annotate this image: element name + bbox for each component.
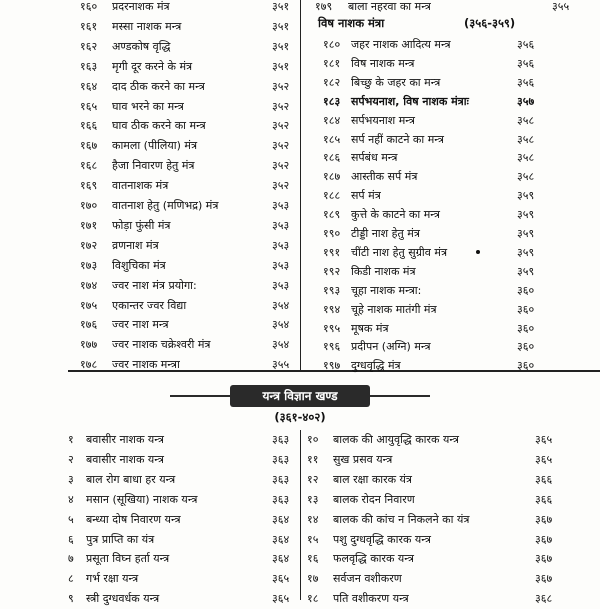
list-item — [0, 569, 295, 589]
item-number: १७३ — [80, 258, 98, 272]
item-number: १६२ — [80, 39, 98, 53]
list-item — [0, 77, 295, 97]
item-title: विष नाशक मन्त्र — [351, 56, 415, 70]
item-number: १८४ — [323, 113, 341, 127]
item-page: ३५१ — [272, 0, 290, 13]
list-item — [0, 276, 295, 296]
item-page: ३५९ — [517, 208, 535, 222]
item-title: बवासीर नाशक यन्त्र — [86, 433, 164, 446]
item-number: १० — [307, 433, 319, 446]
item-page: ३६० — [517, 340, 535, 354]
item-title: कामला (पीलिया) मंत्र — [112, 139, 198, 153]
item-page: ३५२ — [272, 119, 290, 133]
item-page: ३५९ — [517, 264, 535, 278]
section-header-range: (३५६-३५९) — [464, 16, 516, 30]
item-title: बाल रोग बाधा हर यन्त्र — [86, 472, 176, 486]
item-title: बाला नहरवा का मन्त्र — [348, 0, 431, 13]
list-item — [305, 224, 600, 244]
item-number: १७६ — [80, 318, 98, 332]
item-title: अण्डकोष वृद्धि — [112, 39, 171, 53]
item-page: ३५२ — [272, 139, 290, 153]
item-title: बाल रक्षा कारक यंत्र — [333, 472, 413, 486]
item-page: ३५६ — [517, 38, 535, 51]
item-number: १६० — [80, 0, 98, 13]
item-page: ३५३ — [272, 199, 290, 212]
list-item — [305, 92, 600, 112]
list-item — [305, 54, 600, 74]
item-page: ३६७ — [535, 512, 553, 526]
list-item — [305, 569, 600, 589]
item-number: १६६ — [80, 119, 98, 133]
item-title: सर्पभयनाश, विष नाशक मंत्राः — [351, 94, 469, 108]
list-item — [0, 490, 295, 510]
item-title: स्त्री दुग्धवर्धक यन्त्र — [86, 592, 160, 606]
item-number: १८२ — [323, 75, 341, 89]
list-item — [305, 281, 600, 301]
item-page: ३६५ — [272, 592, 290, 606]
item-title: सर्प मंत्र — [351, 189, 381, 203]
list-item — [0, 315, 295, 335]
item-number: १७५ — [80, 298, 98, 312]
item-number: १३ — [307, 492, 319, 506]
item-number: १६८ — [80, 159, 98, 173]
item-page: ३६० — [517, 359, 535, 373]
item-page: ३५६ — [517, 75, 535, 89]
item-number: १९३ — [323, 283, 341, 297]
list-item — [305, 549, 600, 569]
item-title: ज्वर नाश मंत्र प्रयोगा: — [112, 278, 197, 292]
item-number: ५ — [68, 512, 74, 526]
item-number: १९७ — [323, 359, 341, 373]
item-page: ३५७ — [517, 94, 535, 108]
item-title: वातनाश हेतु (मणिभद्र) मंत्र — [112, 199, 219, 212]
list-item — [0, 450, 295, 470]
list-item — [0, 296, 295, 316]
item-page: ३५८ — [517, 113, 535, 127]
item-number: १६३ — [80, 59, 98, 73]
item-title: सर्प नहीं काटने का मन्त्र — [351, 132, 444, 146]
item-number: १७० — [80, 199, 98, 212]
item-title: चूहा नाशक मन्त्रा: — [351, 283, 422, 297]
item-number: १ — [68, 433, 74, 446]
item-page: ३६३ — [272, 492, 290, 506]
item-number: १८८ — [323, 189, 341, 203]
item-page: ३६३ — [272, 472, 290, 486]
item-title: दाद ठीक करने का मन्त्र — [112, 79, 205, 93]
item-page: ३६० — [517, 283, 535, 297]
item-number: ९ — [68, 592, 74, 606]
list-item — [305, 356, 600, 376]
item-title: गर्भ रक्षा यन्त्र — [86, 572, 139, 586]
item-page: ३६४ — [272, 552, 290, 566]
list-item — [0, 355, 295, 375]
item-page: ३५३ — [272, 278, 290, 292]
item-title: पति वशीकरण यन्त्र — [333, 592, 409, 606]
list-item — [0, 156, 295, 176]
list-item — [305, 450, 600, 470]
item-page: ३६० — [517, 321, 535, 335]
item-page: ३६८ — [535, 592, 553, 606]
section-banner: यन्त्र विज्ञान खण्ड — [230, 385, 370, 407]
list-item — [305, 530, 600, 550]
item-title: बालक की आयुवृद्धि कारक यन्त्र — [333, 433, 459, 446]
item-number: १८० — [323, 38, 341, 51]
item-page: ३५८ — [517, 170, 535, 184]
section-header-title: विष नाशक मंत्रा — [318, 16, 385, 30]
item-title: सर्पभयनाश मन्त्र — [351, 113, 415, 127]
item-page: ३५३ — [272, 258, 290, 272]
item-page: ३५४ — [272, 318, 290, 332]
item-number: १७९ — [315, 0, 333, 13]
list-item — [305, 589, 600, 609]
item-number: १८६ — [323, 151, 341, 165]
item-number: १४ — [307, 512, 319, 526]
item-number: १९५ — [323, 321, 341, 335]
list-item — [0, 589, 295, 609]
list-item — [0, 116, 295, 136]
item-number: ३ — [68, 472, 74, 486]
section-banner-range: (३६१-४०२) — [274, 410, 326, 424]
item-title: दुग्धवृद्धि मंत्र — [351, 359, 401, 373]
item-title: सुख प्रसव यन्त्र — [333, 452, 393, 466]
list-item — [0, 17, 295, 37]
list-item — [0, 236, 295, 256]
list-item — [0, 256, 295, 276]
item-title: टीड्डी नाश हेतु मंत्र — [351, 227, 420, 240]
list-item — [0, 335, 295, 355]
item-number: ७ — [68, 552, 74, 566]
item-number: १९१ — [323, 245, 341, 259]
item-title: व्रणनाश मंत्र — [112, 238, 159, 252]
item-title: एकान्तर ज्वर विद्या — [112, 298, 187, 312]
item-page: ३६५ — [535, 452, 553, 466]
item-title: आस्तीक सर्प मंत्र — [351, 170, 418, 184]
list-item — [305, 130, 600, 150]
item-title: कुत्ते के काटने का मन्त्र — [351, 208, 440, 222]
list-item — [305, 148, 600, 168]
item-title: वातनाशक मंत्र — [112, 179, 169, 193]
item-page: ३५१ — [272, 59, 290, 73]
item-title: प्रसूता विघ्न हर्ता यन्त्र — [86, 552, 170, 566]
item-title: प्रदरनाशक मंत्र — [112, 0, 170, 13]
item-number: ४ — [68, 492, 74, 506]
item-number: १९० — [323, 227, 341, 240]
item-page: ३५१ — [272, 39, 290, 53]
item-page: ३६६ — [535, 492, 553, 506]
list-item — [305, 430, 600, 450]
item-page: ३५८ — [517, 151, 535, 165]
item-title: चींटी नाश हेतु सुग्रीव मंत्र — [351, 245, 448, 259]
list-item — [305, 300, 600, 320]
item-page: ३५२ — [272, 99, 290, 113]
list-item — [0, 430, 295, 450]
item-title: चूहे नाशक मातंगी मंत्र — [351, 302, 437, 316]
item-page: ३५६ — [517, 56, 535, 70]
list-item — [0, 136, 295, 156]
item-number: १७४ — [80, 278, 98, 292]
item-title: सर्पबंध मन्त्र — [351, 151, 398, 165]
column-divider-bottom — [300, 430, 301, 600]
item-page: ३५२ — [272, 159, 290, 173]
item-number: १५ — [307, 532, 319, 546]
item-title: बिच्छु के जहर का मन्त्र — [351, 75, 441, 89]
list-item — [0, 37, 295, 57]
item-number: १९२ — [323, 264, 341, 278]
list-item — [305, 167, 600, 187]
item-page: ३६७ — [535, 572, 553, 586]
item-number: १६१ — [80, 19, 98, 33]
item-page: ३६७ — [535, 552, 553, 566]
item-number: १७२ — [80, 238, 98, 252]
item-page: ३५९ — [517, 189, 535, 203]
item-number: १६९ — [80, 179, 98, 193]
item-number: १७१ — [80, 218, 98, 232]
list-item — [305, 337, 600, 357]
item-page: ३५२ — [272, 79, 290, 93]
item-title: मृगी दूर करने के मंत्र — [112, 59, 193, 73]
list-item — [0, 470, 295, 490]
item-number: १६ — [307, 552, 319, 566]
item-page: ३५९ — [517, 227, 535, 240]
list-item — [305, 0, 595, 17]
item-number: १७८ — [80, 358, 98, 372]
item-number: ११ — [307, 452, 319, 466]
item-page: ३६३ — [272, 433, 290, 446]
list-item — [0, 510, 295, 530]
item-page: ३५८ — [517, 132, 535, 146]
item-page: ३६३ — [272, 452, 290, 466]
item-page: ३५५ — [552, 0, 570, 13]
list-item — [0, 549, 295, 569]
item-number: १२ — [307, 472, 319, 486]
item-title: हैजा निवारण हेतु मंत्र — [112, 159, 195, 173]
item-page: ३६७ — [535, 532, 553, 546]
item-title: ज्वर नाशक मन्त्रा — [112, 358, 180, 372]
item-page: ३५४ — [272, 298, 290, 312]
list-item — [305, 470, 600, 490]
item-title: ज्वर नाश मन्त्र — [112, 318, 169, 332]
list-item — [305, 510, 600, 530]
item-number: १६४ — [80, 79, 98, 93]
item-title: मूषक मंत्र — [351, 321, 389, 335]
item-page: ३६४ — [272, 512, 290, 526]
item-page: ३५३ — [272, 218, 290, 232]
item-title: फलवृद्धि कारक यन्त्र — [333, 552, 414, 566]
item-page: ३६४ — [272, 532, 290, 546]
ink-dot — [476, 250, 480, 254]
item-title: बन्ध्या दोष निवारण यन्त्र — [86, 512, 181, 526]
item-title: प्रदीपन (अग्नि) मन्त्र — [351, 340, 431, 354]
list-item — [305, 205, 600, 225]
item-title: बालक की कांच न निकलने का यंत्र — [333, 512, 470, 526]
list-item — [0, 530, 295, 550]
list-item — [305, 262, 600, 282]
item-title: विशुचिका मंत्र — [112, 258, 166, 272]
item-title: फोड़ा फुंसी मंत्र — [112, 218, 171, 232]
item-number: ६ — [68, 532, 74, 546]
item-page: ३५९ — [517, 245, 535, 259]
list-item — [305, 186, 600, 206]
item-page: ३६५ — [272, 572, 290, 586]
item-number: १९४ — [323, 302, 341, 316]
list-item — [305, 73, 600, 93]
item-number: १६७ — [80, 139, 98, 153]
item-title: पुत्र प्राप्ति का यंत्र — [86, 532, 155, 546]
list-item — [305, 490, 600, 510]
item-number: १८७ — [323, 170, 341, 184]
item-number: १८१ — [323, 56, 341, 70]
item-number: १८ — [307, 592, 319, 606]
item-number: १८३ — [323, 94, 341, 108]
item-page: ३५२ — [272, 179, 290, 193]
list-item — [305, 111, 600, 131]
item-title: सर्वजन वशीकरण — [333, 572, 402, 586]
item-number: १६५ — [80, 99, 98, 113]
list-item — [0, 196, 295, 216]
item-page: ३५३ — [272, 238, 290, 252]
list-item — [0, 216, 295, 236]
list-item — [0, 97, 295, 117]
list-item — [305, 35, 600, 55]
column-divider-top — [300, 0, 301, 370]
list-item — [0, 57, 295, 77]
item-page: ३६५ — [535, 433, 553, 446]
item-title: घाव ठीक करने का मन्त्र — [112, 119, 206, 133]
item-number: १८९ — [323, 208, 341, 222]
item-number: ८ — [68, 572, 74, 586]
item-title: जहर नाशक आदित्य मन्त्र — [351, 38, 451, 51]
item-title: पशु दुग्धवृद्धि कारक यन्त्र — [333, 532, 431, 546]
list-item — [305, 243, 600, 263]
item-title: बवासीर नाशक यन्त्र — [86, 452, 164, 466]
item-title: मसान (सूखिया) नाशक यन्त्र — [86, 492, 198, 506]
item-title: मस्सा नाशक मन्त्र — [112, 19, 182, 33]
item-page: ३६६ — [535, 472, 553, 486]
item-number: १७७ — [80, 338, 98, 352]
item-number: १७ — [307, 572, 319, 586]
item-title: किडी नाशक मंत्र — [351, 264, 416, 278]
item-title: घाव भरने का मन्त्र — [112, 99, 184, 113]
item-title: ज्वर नाशक चक्रेश्वरी मंत्र — [112, 338, 211, 352]
item-number: १८५ — [323, 132, 341, 146]
item-page: ३५४ — [272, 338, 290, 352]
item-page: ३५५ — [272, 358, 290, 372]
item-number: २ — [68, 452, 74, 466]
list-item — [0, 0, 295, 17]
item-page: ३६० — [517, 302, 535, 316]
item-page: ३५१ — [272, 19, 290, 33]
list-item — [305, 319, 600, 339]
item-title: बालक रोदन निवारण — [333, 492, 415, 506]
item-number: १९६ — [323, 340, 341, 354]
list-item — [0, 176, 295, 196]
